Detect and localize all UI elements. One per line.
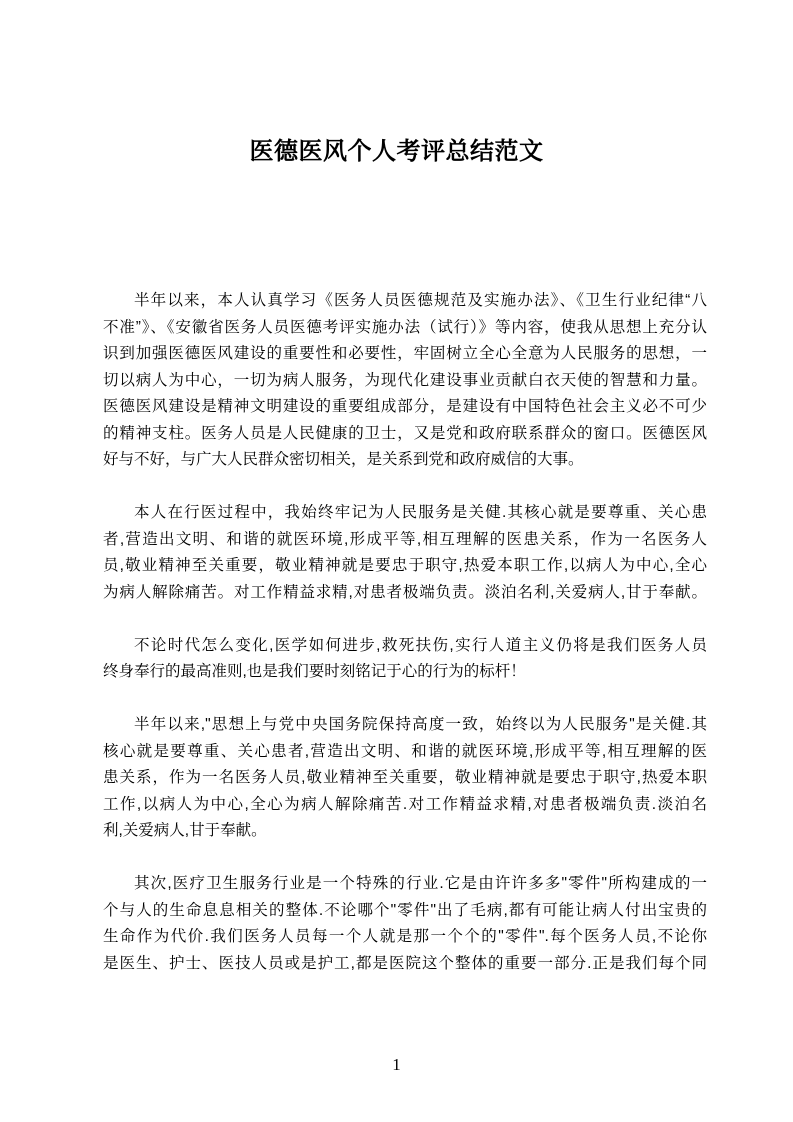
text-line: 是医生、护士、医技人员或是护工,都是医院这个整体的重要一部分.正是我们每个同 — [103, 954, 707, 972]
text-line: 者,营造出文明、和谐的就医环境,形成平等,相互理解的医患关系，作为一名医务人 — [103, 530, 707, 548]
text-line: 生命作为代价.我们医务人员每一个人就是那一个个的"零件".每个医务人员,不论你 — [103, 928, 707, 945]
text-line: 工作,以病人为中心,全心为病人解除痛苦.对工作精益求精,对患者极端负责.淡泊名 — [103, 795, 707, 813]
paragraph — [103, 633, 707, 686]
paragraph — [103, 288, 707, 474]
text-line: 识到加强医德医风建设的重要性和必要性，牢固树立全心全意为人民服务的思想，一 — [103, 345, 707, 362]
text-line: 员,敬业精神至关重要，敬业精神就是要忠于职守,热爱本职工作,以病人为中心,全心 — [103, 557, 707, 574]
text-line: 切以病人为中心，一切为病人服务，为现代化建设事业贡献白衣天使的智慧和力量。 — [103, 371, 707, 389]
document-body — [103, 288, 707, 1004]
page-footer — [0, 1052, 793, 1078]
text-line: 不准”》、《安徽省医务人员医德考评实施办法（试行）》等内容，使我从思想上充分认 — [103, 318, 707, 336]
paragraph — [103, 712, 707, 845]
text-line: 不论时代怎么变化,医学如何进步,救死扶伤,实行人道主义仍将是我们医务人员 — [134, 636, 707, 654]
paragraph — [103, 871, 707, 977]
text-line: 本人在行医过程中，我始终牢记为人民服务是关健.其核心就是要尊重、关心患 — [134, 504, 707, 521]
text-line: 核心就是要尊重、关心患者,营造出文明、和谐的就医环境,形成平等,相互理解的医 — [103, 742, 707, 760]
paragraph — [103, 500, 707, 606]
document-title: 医德医风个人考评总结范文 — [249, 138, 544, 165]
text-line: 好与不好，与广大人民群众密切相关，是关系到党和政府威信的大事。 — [103, 451, 584, 468]
text-line: 其次,医疗卫生服务行业是一个特殊的行业.它是由许许多多"零件"所构建成的一 — [134, 875, 707, 892]
text-line: 患关系，作为一名医务人员,敬业精神至关重要，敬业精神就是要忠于职守,热爱本职 — [103, 769, 707, 786]
text-line: 个与人的生命息息相关的整体.不论哪个"零件"出了毛病,都有可能让病人付出宝贵的 — [103, 901, 707, 919]
text-line: 半年以来，本人认真学习《医务人员医德规范及实施办法》、《卫生行业纪律“八 — [134, 292, 707, 309]
text-line: 的精神支柱。医务人员是人民健康的卫士，又是党和政府联系群众的窗口。医德医风 — [103, 424, 707, 442]
text-line: 半年以来,"思想上与党中央国务院保持高度一致，始终以为人民服务"是关健.其 — [134, 716, 707, 733]
text-line: 为病人解除痛苦。对工作精益求精,对患者极端负责。淡泊名利,关爱病人,甘于奉献。 — [103, 583, 707, 601]
text-line: 终身奉行的最高准则,也是我们要时刻铭记于心的行为的标杆！ — [103, 663, 526, 680]
page-number: 1 — [392, 1055, 401, 1074]
text-line: 利,关爱病人,甘于奉献。 — [103, 822, 267, 839]
text-line: 医德医风建设是精神文明建设的重要组成部分，是建设有中国特色社会主义必不可少 — [103, 398, 707, 415]
